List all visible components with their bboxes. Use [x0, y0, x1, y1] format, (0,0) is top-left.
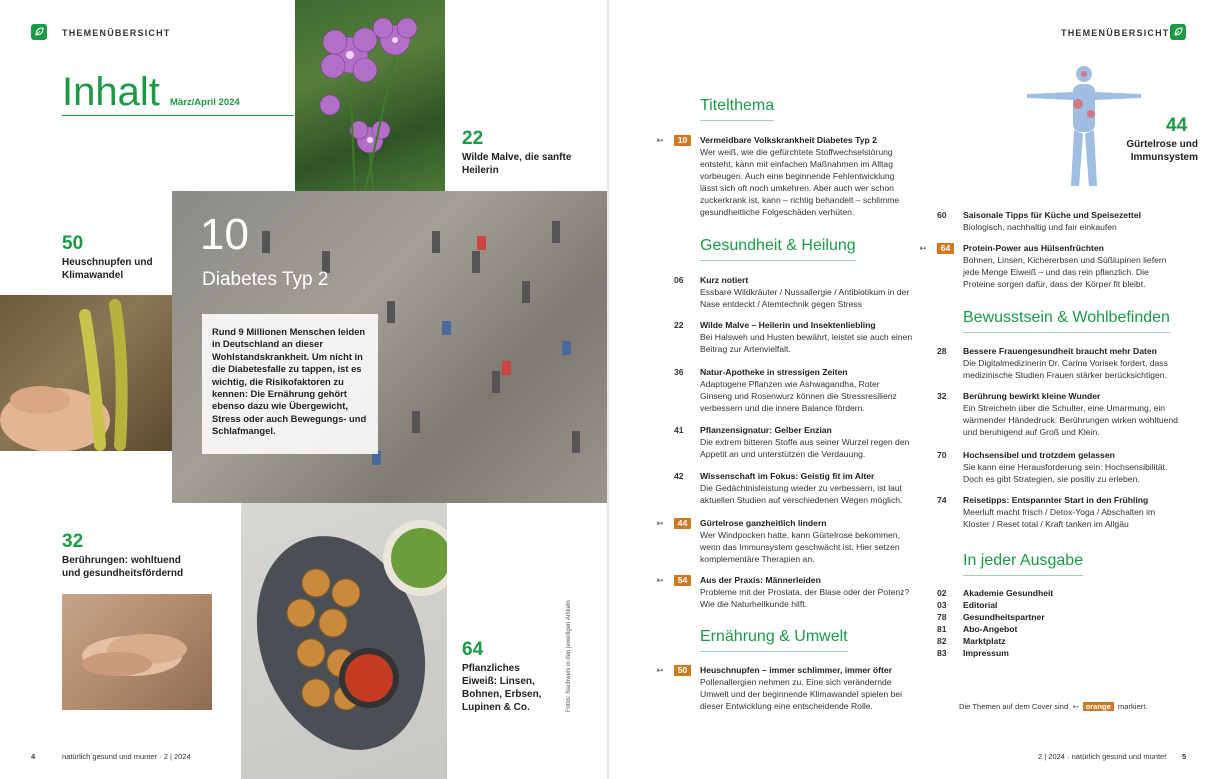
entry-page: 74 — [937, 495, 947, 505]
footer-page-number: 4 — [31, 752, 36, 761]
entry-page: 22 — [674, 320, 684, 330]
cover-badge: 44 — [674, 518, 691, 529]
entry-text: Die Gedächtnisleistung wieder zu verbessern, ist laut aktuellen Studien auf verschiedenen Wegen möglich. — [700, 483, 903, 505]
entry-page: 06 — [674, 275, 684, 285]
cover-badge: 50 — [674, 665, 691, 676]
toc-entry[interactable] — [919, 242, 1181, 290]
cover-note-before: Die Themen auf dem Cover sind — [959, 702, 1069, 711]
right-page — [609, 0, 1218, 779]
toc-entry[interactable] — [674, 424, 914, 460]
hero-summary: Rund 9 Millionen Menschen leiden in Deutschland an dieser Wohlstandskrankheit. Um nicht in die Diabetesfalle zu tappen, ist es wichtig, die Risikofaktoren zu kennen: Die Ernährung gehört ebenso dazu wie Übergewicht, Stress oder auch Bewegungs- und Schlafmangel. — [202, 314, 378, 454]
leaf-icon — [31, 24, 47, 40]
teaser-number-32: 32 — [62, 531, 84, 552]
entry-page: 28 — [937, 346, 947, 356]
photo-credit: Fotos: Nachweis in den jeweiligen Artikeln — [566, 600, 572, 712]
toc-entry[interactable] — [656, 134, 914, 218]
catkin-photo — [0, 295, 172, 451]
cover-badge: 10 — [674, 135, 691, 146]
entry-text: Bohnen, Linsen, Kichererbsen und Süßlupinen liefern jede Menge Eiweiß – und das rein pflanzlich. Die Proteine sorgen dafür, dass der Körper fit bleibt. — [963, 255, 1167, 289]
entry-title: Vermeidbare Volkskrankheit Diabetes Typ 2 — [700, 135, 877, 145]
food-illustration — [241, 503, 447, 779]
regular-list — [937, 587, 1181, 659]
entry-page: 78 — [937, 612, 947, 622]
entry-text: Probleme mit der Prostata, der Blase oder der Potenz? Wie die Naturheilkunde hilft. — [700, 587, 910, 609]
cover-note-after: markiert. — [1117, 702, 1148, 711]
entry-page: 32 — [937, 391, 947, 401]
toc-entry[interactable] — [937, 494, 1181, 530]
entry-title: Wilde Malve – Heilerin und Insektenliebling — [700, 320, 876, 330]
footer-magazine: natürlich gesund und munter · 2 | 2024 — [62, 752, 191, 761]
entry-text: Die Digitalmedizinerin Dr. Carina Vorisek fordert, dass medizinische Studien Frauen stärker berücksichtigen. — [963, 358, 1168, 380]
entry-text: Meerluft macht frisch / Detox-Yoga / Abschalten im Kloster / Reset total / Kraft tanken im Allgäu — [963, 507, 1156, 529]
regular-item[interactable] — [937, 587, 1181, 599]
entry-title: Hochsensibel und trotzdem gelassen — [963, 450, 1115, 460]
entry-title: Berührung bewirkt kleine Wunder — [963, 391, 1101, 401]
mallow-photo — [295, 0, 445, 192]
entry-title: Protein-Power aus Hülsenfrüchten — [963, 243, 1104, 253]
entry-title: Heuschnupfen – immer schlimmer, immer öfter — [700, 665, 892, 675]
regular-item[interactable] — [937, 599, 1181, 611]
footer-page-number: 5 — [1182, 752, 1187, 761]
catkin-illustration — [0, 295, 172, 451]
diabetes-hero-photo — [172, 191, 607, 503]
entry-text: Wer Windpocken hatte, kann Gürtelrose bekommen, wenn das Immunsystem geschwächt ist. Hier setzen komplementäre Therapien an. — [700, 530, 900, 564]
entry-page: 70 — [937, 450, 947, 460]
section-label: THEMENÜBERSICHT — [1061, 28, 1170, 38]
mallow-flowers — [295, 0, 445, 192]
page-title: Inhalt — [62, 70, 160, 114]
entry-title: Akademie Gesundheit — [963, 588, 1054, 598]
toc-entry[interactable] — [674, 274, 914, 310]
entry-title: Kurz notiert — [700, 275, 749, 285]
cover-arrow-icon: ➳ — [656, 665, 664, 675]
entry-text: Sie kann eine Herausforderung sein: Hochsensibilität. Doch es gibt Strategien, sie positiv zu erleben. — [963, 462, 1168, 484]
entry-title: Abo-Angebot — [963, 624, 1018, 634]
entry-title: Reisetipps: Entspannter Start in den Frühling — [963, 495, 1149, 505]
entry-title: Marktplatz — [963, 636, 1006, 646]
cover-arrow-icon: ➳ — [1072, 702, 1079, 711]
leaf-icon — [1170, 24, 1186, 40]
hands-illustration — [62, 594, 212, 710]
toc-entry[interactable] — [937, 209, 1181, 233]
regular-item[interactable] — [937, 623, 1181, 635]
toc-entry[interactable] — [937, 345, 1181, 381]
entry-page: 36 — [674, 367, 684, 377]
section-label: THEMENÜBERSICHT — [62, 28, 171, 38]
entry-page: 60 — [937, 210, 947, 220]
entry-title: Natur-Apotheke in stressigen Zeiten — [700, 367, 848, 377]
cover-arrow-icon: ➳ — [656, 135, 664, 145]
hero-title: Diabetes Typ 2 — [202, 269, 329, 290]
heading-regular: In jeder Ausgabe — [963, 552, 1083, 576]
cover-badge: 54 — [674, 575, 691, 586]
entry-text: Pollenallergien nehmen zu. Eine sich verändernde Umwelt und der beginnende Klimawandel spielen bei dieser Entwicklung eine entscheidende Rolle. — [700, 677, 903, 711]
teaser-text-44: Gürtelrose und Immunsystem — [1126, 139, 1198, 163]
hero-number: 10 — [200, 210, 249, 259]
entry-title: Editorial — [963, 600, 998, 610]
entry-title: Pflanzensignatur: Gelber Enzian — [700, 425, 832, 435]
entry-text: Adaptogene Pflanzen wie Ashwagandha, Roter Ginseng und Rosenwurz können die Stressresilienz verbessern und die innere Balance fördern. — [700, 379, 897, 413]
entry-page: 82 — [937, 636, 947, 646]
immune-body-illustration — [1025, 64, 1143, 188]
entry-title: Gesundheitspartner — [963, 612, 1045, 622]
teaser-number-22: 22 — [462, 128, 484, 149]
title-rule — [62, 115, 294, 116]
entry-text: Bei Halsweh und Husten bewährt, leistet sie auch einen Beitrag zur Artenvielfalt. — [700, 332, 913, 354]
footer-magazine: 2 | 2024 · natürlich gesund und munter — [1038, 752, 1167, 761]
regular-item[interactable] — [937, 635, 1181, 647]
cover-arrow-icon: ➳ — [919, 243, 927, 253]
teaser-text-32: Berührungen: wohltuend und gesundheitsfördernd — [62, 555, 184, 579]
entry-page: 41 — [674, 425, 684, 435]
entry-text: Ein Streicheln über die Schulter, eine Umarmung, ein wärmender Händedruck: Berührungen wirken wohltuend und beruhigend auf Groß und Klein. — [963, 403, 1178, 437]
heading-bewusstsein: Bewusstsein & Wohlbefinden — [963, 309, 1170, 333]
toc-entry[interactable] — [674, 366, 914, 414]
teaser-text-50: Heuschnupfen und Klimawandel — [62, 257, 153, 281]
entry-text: Wer weiß, wie die gefürchtete Stoffwechselstörung entsteht, kann mit einfachen Maßnahmen im Alltag vorbeugen. Auch eine beginnende Fehlentwicklung lässt sich oft noch umkehren. Aber auch wer schon zuckerkrank ist, kann – richtig behandelt – schlimme gesundheitliche Folgeschäden verhüten. — [700, 147, 900, 217]
regular-item[interactable] — [937, 647, 1181, 659]
entry-title: Bessere Frauengesundheit braucht mehr Daten — [963, 346, 1157, 356]
toc-entry[interactable] — [674, 470, 914, 506]
heading-gesundheit: Gesundheit & Heilung — [700, 237, 856, 261]
toc-entry[interactable] — [674, 319, 914, 355]
teaser-text-22: Wilde Malve, die sanfte Heilerin — [462, 152, 572, 176]
toc-entry[interactable] — [656, 517, 914, 565]
toc-entry[interactable] — [937, 390, 1181, 438]
cover-arrow-icon: ➳ — [656, 518, 664, 528]
regular-item[interactable] — [937, 611, 1181, 623]
cover-note — [959, 702, 1147, 711]
heading-titelthema: Titelthema — [700, 97, 774, 121]
cover-badge: 64 — [937, 243, 954, 254]
toc-entry[interactable] — [656, 664, 914, 712]
entry-title: Impressum — [963, 648, 1009, 658]
cover-note-badge: orange — [1083, 702, 1114, 711]
heading-ernaehrung: Ernährung & Umwelt — [700, 628, 848, 652]
teaser-text-64: Pflanzliches Eiweiß: Linsen, Bohnen, Erbsen, Lupinen & Co. — [462, 663, 542, 713]
protein-photo — [241, 503, 447, 779]
left-page — [0, 0, 607, 779]
entry-page: 02 — [937, 588, 947, 598]
entry-title: Wissenschaft im Fokus: Geistig fit im Alter — [700, 471, 875, 481]
entry-page: 83 — [937, 648, 947, 658]
toc-entry[interactable] — [937, 449, 1181, 485]
entry-page: 03 — [937, 600, 947, 610]
entry-text: Essbare Wildkräuter / Nussallergie / Antibiotikum in der Nase entdeckt / Atemtechnik gegen Stress — [700, 287, 910, 309]
entry-title: Gürtelrose ganzheitlich lindern — [700, 518, 827, 528]
entry-page: 42 — [674, 471, 684, 481]
hands-photo — [62, 594, 212, 710]
teaser-number-44: 44 — [1166, 115, 1188, 136]
entry-title: Saisonale Tipps für Küche und Speisezettel — [963, 210, 1141, 220]
entry-text: Biologisch, nachhaltig und fair einkaufen — [963, 222, 1117, 232]
toc-entry[interactable] — [656, 574, 914, 610]
entry-text: Die extrem bitteren Stoffe aus seiner Wurzel regen den Appetit an und unterstützen die Verdauung. — [700, 437, 910, 459]
issue-date: März/April 2024 — [170, 97, 240, 108]
teaser-number-50: 50 — [62, 233, 84, 254]
teaser-number-64: 64 — [462, 639, 484, 660]
entry-page: 81 — [937, 624, 947, 634]
cover-arrow-icon: ➳ — [656, 575, 664, 585]
entry-title: Aus der Praxis: Männerleiden — [700, 575, 821, 585]
